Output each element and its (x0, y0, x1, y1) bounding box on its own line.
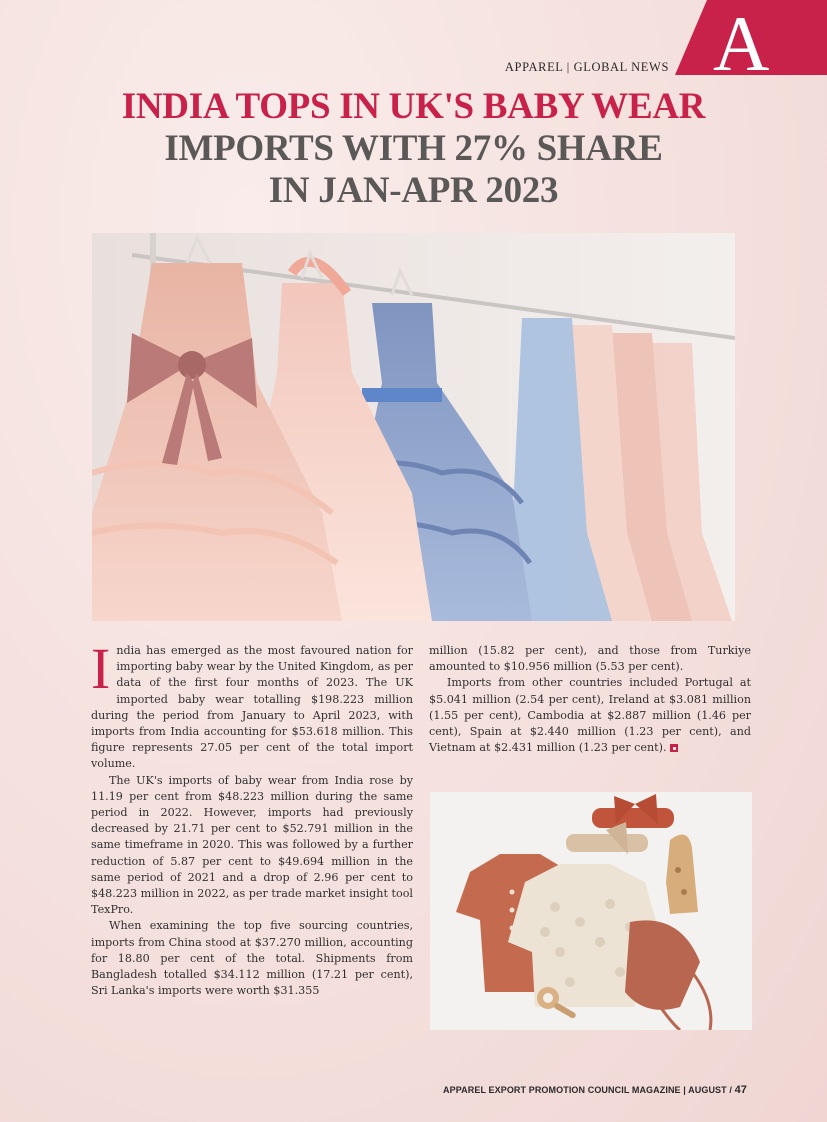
page-footer (443, 1084, 747, 1096)
headline-line-3: IN JAN-APR 2023 (268, 170, 559, 211)
magazine-logo (675, 0, 827, 75)
article-paragraph-1 (91, 636, 413, 773)
headline-line-1: INDIA TOPS IN UK'S BABY WEAR (121, 86, 706, 127)
section-label: APPAREL | GLOBAL NEWS (504, 60, 669, 74)
logo-letter: A (713, 0, 770, 75)
page-number: 47 (734, 1084, 747, 1096)
drop-cap: I (91, 636, 111, 701)
article-column-right (429, 643, 751, 756)
article-column-left (91, 636, 413, 999)
article-paragraph-4 (429, 675, 751, 756)
paragraph-4-text: Imports from other countries included Portugal at $5.041 million (2.54 per cent), Ireland at $3.081 million (1.55 per cent), Cambodia at $2.887 million (1.46 per cent), Spain at $2.440 million (1.23 per cent), and Vietnam at $2.431 million (1.23 per cent). (429, 676, 751, 755)
headline-line-2: IMPORTS WITH 27% SHARE (164, 128, 663, 169)
hero-photo-dresses (92, 233, 735, 621)
article-paragraph-2: The UK's imports of baby wear from India rose by 11.19 per cent from $48.223 million during the same period in 2022. However, imports had previously decreased by 21.71 per cent to $52.791 million in the same timeframe in 2020. This was followed by a further reduction of 5.87 per cent to $49.694 million in the same period of 2021 and a drop of 2.96 per cent to $48.223 million in 2022, as per trade market insight tool TexPro. (91, 773, 413, 917)
end-mark-icon (670, 744, 678, 752)
paragraph-1-text: ndia has emerged as the most favoured nation for importing baby wear by the United Kingdom, as per data of the first four months of 2023. The UK imported baby wear totalling $198.223 million during the period from January to April 2023, with imports from India accounting for $53.618 million. This figure represents 27.05 per cent of the total import volume. (91, 644, 413, 771)
baby-clothes-photo (430, 792, 752, 1030)
article-paragraph-3: When examining the top five sourcing countries, imports from China stood at $37.270 million, accounting for 18.80 per cent of the total. Shipments from Bangladesh totalled $34.112 million (17.21 per cent), Sri Lanka's imports were worth $31.355 (91, 919, 413, 998)
page-title (0, 86, 827, 212)
article-paragraph-3-continued: million (15.82 per cent), and those from Turkiye amounted to $10.956 million (5.53 per cent). (429, 644, 751, 674)
footer-magazine-name: APPAREL EXPORT PROMOTION COUNCIL MAGAZINE | AUGUST / (443, 1085, 732, 1095)
